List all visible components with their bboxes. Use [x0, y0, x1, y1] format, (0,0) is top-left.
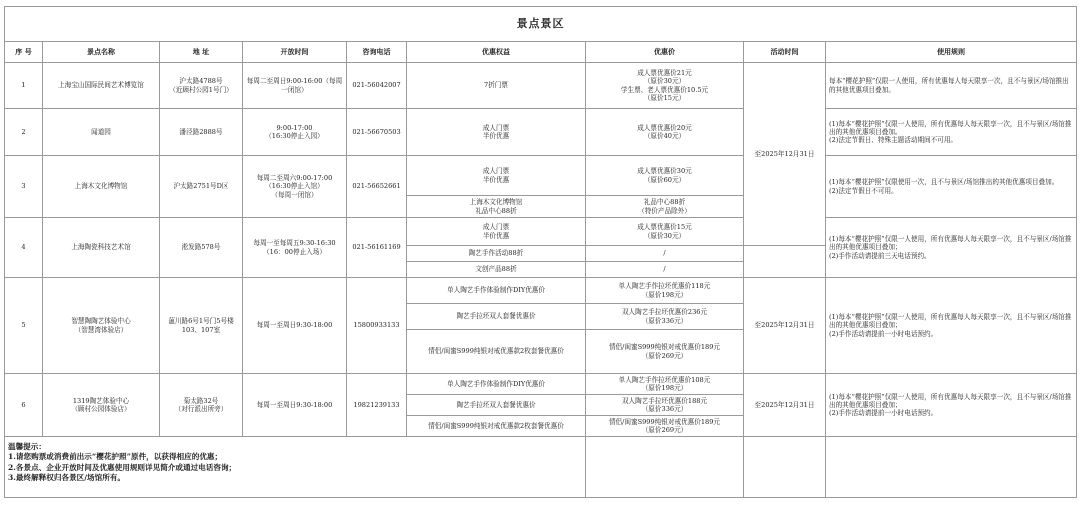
- benefit: 成人门票 半价优惠: [407, 218, 586, 246]
- benefit: 陶艺手拉坯双人套餐优惠价: [407, 395, 586, 416]
- notes-block: 温馨提示： 1.请您购票或消费前出示“樱花护照”原件，以获得相应的优惠； 2.各景点、企业开放时间及优惠使用规则详见简介或通过电话咨询； 3.最终解释权归各景区/场馆所有。: [5, 437, 586, 498]
- benefit: 文创产品88折: [407, 262, 586, 278]
- opening-hours: 每周一至周日9:30-18:00: [243, 374, 347, 437]
- header-row: [5, 42, 1077, 63]
- table-row: [5, 218, 1077, 246]
- phone-number: 021-56161169: [347, 218, 407, 278]
- header-benefit: 优惠权益: [407, 42, 586, 63]
- benefit: 成人门票 半价优惠: [407, 109, 586, 156]
- table-row: [5, 278, 1077, 304]
- opening-hours: 9:00-17:00 （16:30停止入园）: [243, 109, 347, 156]
- venue-name: 上海木文化博物馆: [43, 156, 160, 218]
- sheet-title: 景点景区: [5, 7, 1077, 42]
- discount-price: /: [586, 262, 744, 278]
- phone-number: 021-56042007: [347, 63, 407, 109]
- discount-price: 单人陶艺手作拉坯优惠价118元 （原价198元）: [586, 278, 744, 304]
- phone-number: 19821239133: [347, 374, 407, 437]
- venue-address: 沪太路2751号D区: [160, 156, 243, 218]
- empty-cell: [586, 437, 744, 498]
- venue-address: 潘泾路2888号: [160, 109, 243, 156]
- phone-number: 021-56652661: [347, 156, 407, 218]
- row-number: 2: [5, 109, 43, 156]
- benefit: 成人门票 半价优惠: [407, 156, 586, 196]
- activity-period: 至2025年12月31日: [744, 63, 826, 246]
- venue-name: 上海宝山国际民间艺术博览馆: [43, 63, 160, 109]
- row-number: 6: [5, 374, 43, 437]
- discount-table: [4, 6, 1077, 498]
- discount-price: 礼品中心88折 （特价产品除外）: [586, 196, 744, 218]
- benefit: 情侣/闺蜜S999纯银对戒优惠款2枚套餐优惠价: [407, 330, 586, 374]
- table-row: [5, 63, 1077, 109]
- phone-number: 021-56670503: [347, 109, 407, 156]
- activity-period: 至2025年12月31日: [744, 374, 826, 437]
- venue-address: 淞发路578号: [160, 218, 243, 278]
- usage-rule: (1)每本“樱花护照”仅限使用一次，且不与景区/场馆推出的其他优惠项目叠加。 (2)法定节假日不可用。: [826, 156, 1077, 218]
- discount-price: 成人票优惠价20元 （原价40元）: [586, 109, 744, 156]
- table-row: [5, 156, 1077, 196]
- empty-cell: [744, 437, 826, 498]
- venue-name: 闻道园: [43, 109, 160, 156]
- venue-address: 蕰川路6号1号门5号楼103、107室: [160, 278, 243, 374]
- row-number: 3: [5, 156, 43, 218]
- usage-rule: (1)每本“樱花护照”仅限一人使用，所有优惠每人每天限享一次，且不与景区/场馆推出的其他优惠项目叠加； (2)手作活动请提前一小时电话预约。: [826, 374, 1077, 437]
- opening-hours: 每周二至周六9:00-17:00 （16:30停止入馆） （每周一闭馆）: [243, 156, 347, 218]
- empty-cell: [826, 437, 1077, 498]
- benefit: 单人陶艺手作体验制作DIY优惠价: [407, 374, 586, 395]
- header-hours: 开放时间: [243, 42, 347, 63]
- header-name: 景点名称: [43, 42, 160, 63]
- venue-name: 1319陶艺体验中心 （顾村公园体验店）: [43, 374, 160, 437]
- benefit: 上海木文化博物馆 礼品中心88折: [407, 196, 586, 218]
- phone-number: 15800933133: [347, 278, 407, 374]
- discount-price: 单人陶艺手作拉坯优惠价108元 （原价198元）: [586, 374, 744, 395]
- opening-hours: 每周一至周日9:30-18:00: [243, 278, 347, 374]
- venue-address: 菊太路32号 （对行派出所旁）: [160, 374, 243, 437]
- discount-price: 双人陶艺手拉坯优惠价188元 （原价336元）: [586, 395, 744, 416]
- benefit: 7折门票: [407, 63, 586, 109]
- header-period: 活动时间: [744, 42, 826, 63]
- discount-price: 双人陶艺手拉坯优惠价236元 （原价336元）: [586, 304, 744, 330]
- benefit: 情侣/闺蜜S999纯银对戒优惠款2枚套餐优惠价: [407, 416, 586, 437]
- discount-price: 成人票优惠价30元 （原价60元）: [586, 156, 744, 196]
- row-number: 1: [5, 63, 43, 109]
- header-price: 优惠价: [586, 42, 744, 63]
- venue-address: 沪太路4788号 （近顾村公园1号门）: [160, 63, 243, 109]
- discount-price: /: [586, 246, 744, 262]
- activity-period: 至2025年12月31日: [744, 278, 826, 374]
- venue-name: 上海陶瓷科技艺术馆: [43, 218, 160, 278]
- opening-hours: 每周二至周日9:00-16:00（每周一闭馆）: [243, 63, 347, 109]
- header-address: 地 址: [160, 42, 243, 63]
- benefit: 单人陶艺手作体验制作DIY优惠价: [407, 278, 586, 304]
- discount-price: 成人票优惠价21元 （原价30元） 学生票、老人票优惠价10.5元 （原价15元）: [586, 63, 744, 109]
- discount-price: 情侣/闺蜜S999纯银对戒优惠价189元 （原价269元）: [586, 416, 744, 437]
- benefit: 陶艺手拉坯双人套餐优惠价: [407, 304, 586, 330]
- table-row: [5, 374, 1077, 395]
- venue-discount-sheet: [4, 6, 1076, 498]
- usage-rule: 每本“樱花护照”仅限一人使用，所有优惠每人每天限享一次，且不与景区/场馆推出的其他优惠项目叠加。: [826, 63, 1077, 109]
- row-number: 4: [5, 218, 43, 278]
- header-rules: 使用规则: [826, 42, 1077, 63]
- table-row: [5, 109, 1077, 156]
- benefit: 陶艺手作活动88折: [407, 246, 586, 262]
- header-phone: 咨询电话: [347, 42, 407, 63]
- opening-hours: 每周一至每周五9:30-16:30（16：00停止入场）: [243, 218, 347, 278]
- discount-price: 成人票优惠价15元 （原价30元）: [586, 218, 744, 246]
- header-no: 序 号: [5, 42, 43, 63]
- venue-name: 智慧陶陶艺体验中心 （智慧湾体验店）: [43, 278, 160, 374]
- footer-row: [5, 437, 1077, 498]
- usage-rule: (1)每本“樱花护照”仅限一人使用，所有优惠每人每天限享一次，且不与景区/场馆推出的其他优惠项目叠加； (2)手作活动请提前三天电话预约。: [826, 218, 1077, 278]
- discount-price: 情侣/闺蜜S999纯银对戒优惠价189元 （原价269元）: [586, 330, 744, 374]
- usage-rule: (1)每本“樱花护照”仅限一人使用，所有优惠每人每天限享一次，且不与景区/场馆推出的其他优惠项目叠加； (2)手作活动请提前一小时电话预约。: [826, 278, 1077, 374]
- row-number: 5: [5, 278, 43, 374]
- usage-rule: (1)每本“樱花护照”仅限一人使用，所有优惠每人每天限享一次，且不与景区/场馆推出的其他优惠项目叠加。 (2)法定节假日、特殊主题活动期间不可用。: [826, 109, 1077, 156]
